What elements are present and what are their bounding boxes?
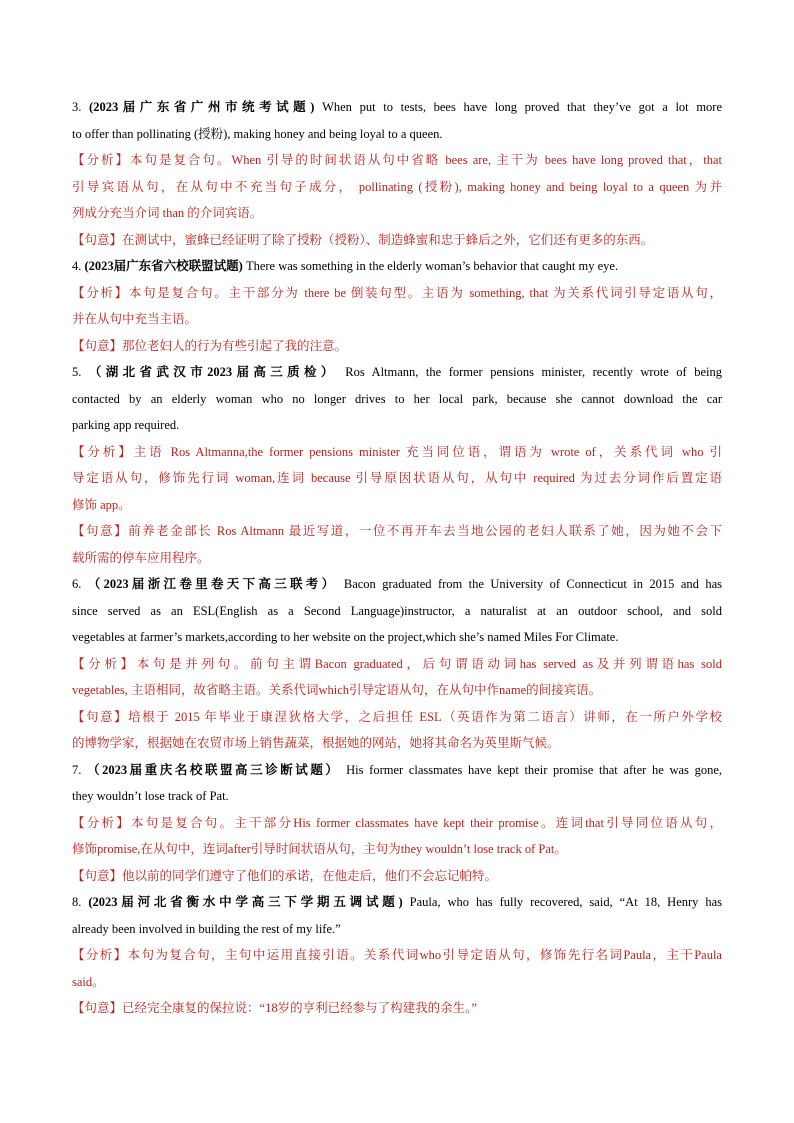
- analysis-line: [72, 942, 722, 969]
- question-block: [72, 757, 722, 890]
- question-source: （2023届重庆名校联盟高三诊断试题）: [87, 762, 341, 777]
- question-line: [72, 889, 722, 916]
- question-number: 7.: [72, 762, 82, 777]
- meaning-label: 【句意】: [72, 709, 129, 724]
- analysis-line: [72, 836, 722, 863]
- question-line: [72, 253, 722, 280]
- meaning-text: 的博物学家，根据她在农贸市场上销售蔬菜，根据她的网站，她将其命名为英里斯气候。: [72, 736, 560, 750]
- analysis-line: [72, 492, 722, 519]
- analysis-label: 【分析】: [72, 656, 137, 671]
- analysis-line: [72, 677, 722, 704]
- meaning-line: [72, 333, 722, 360]
- question-text: since served as an ESL(English as a Second Language)instructor, a naturalist at an outdoor school, and sold: [72, 603, 722, 618]
- question-source: (2023届河北省衡水中学高三下学期五调试题): [88, 895, 403, 909]
- analysis-text: said。: [72, 974, 105, 989]
- question-block: [72, 359, 722, 571]
- question-source: （2023届浙江卷里卷天下高三联考）: [87, 577, 338, 591]
- question-line: [72, 571, 722, 598]
- question-number: 4.: [72, 259, 82, 273]
- analysis-text: 本句是并列句。前句主谓Bacon graduated，后句谓语动词has served as及并列谓语has sold: [136, 656, 722, 671]
- question-line: [72, 598, 722, 625]
- question-line: [72, 916, 722, 943]
- question-text: His former classmates have kept their promise that after he was gone,: [346, 762, 723, 777]
- question-line: [72, 121, 722, 148]
- question-text: Ros Altmann, the former pensions minister, recently wrote of being: [345, 365, 723, 379]
- question-text: already been involved in building the rest of my life.”: [72, 921, 341, 936]
- analysis-line: [72, 174, 722, 201]
- analysis-text: 列成分充当介词 than 的介词宾语。: [72, 206, 263, 220]
- meaning-label: 【句意】: [72, 1001, 123, 1015]
- question-text: Bacon graduated from the University of Connecticut in 2015 and has: [343, 577, 722, 591]
- analysis-line: [72, 810, 722, 837]
- question-number: 6.: [72, 577, 82, 591]
- meaning-text: 那位老妇人的行为有些引起了我的注意。: [122, 338, 348, 353]
- meaning-text: 他以前的同学们遵守了他们的承诺，在他走后，他们不会忘记帕特。: [122, 868, 498, 883]
- document-page: [72, 94, 722, 1022]
- meaning-label: 【句意】: [72, 232, 123, 247]
- question-number: 3.: [72, 100, 82, 114]
- question-text: When put to tests, bees have long proved that they’ve got a lot more: [322, 100, 723, 114]
- meaning-label: 【句意】: [72, 338, 123, 353]
- question-block: [72, 94, 722, 253]
- analysis-text: 修饰promise,在从句中，连词after引导时间状语从句，主句为they wouldn’t lose track of Pat。: [72, 842, 567, 856]
- analysis-label: 【分析】: [72, 948, 128, 962]
- question-source: (2023届广东省广州市统考试题): [89, 100, 315, 114]
- question-line: [72, 386, 722, 413]
- question-block: [72, 889, 722, 1022]
- question-text: vegetables at farmer’s markets,according to her website on the project,which she’s named Miles For Climate.: [72, 630, 619, 644]
- meaning-label: 【句意】: [72, 524, 129, 538]
- analysis-text: 主语 Ros Altmanna,the former pensions minister 充当同位语，谓语为 wrote of，关系代词 who 引: [133, 444, 722, 459]
- analysis-line: [72, 465, 722, 492]
- question-text: Paula, who has fully recovered, said, “At 18, Henry has: [409, 895, 723, 909]
- question-block: [72, 253, 722, 359]
- analysis-line: [72, 439, 722, 466]
- analysis-text: 本句是复合句。When 引导的时间状语从句中省略 bees are, 主干为 bees have long proved that，that: [129, 153, 722, 167]
- question-number: 8.: [72, 895, 82, 909]
- meaning-line: [72, 545, 722, 572]
- question-text: There was something in the elderly woman’s behavior that caught my eye.: [245, 259, 619, 273]
- analysis-text: vegetables, 主语相同，故省略主语。关系代词which引导定语从句，在从句中作name的间接宾语。: [72, 683, 602, 697]
- meaning-line: [72, 863, 722, 890]
- question-line: [72, 412, 722, 439]
- analysis-text: 并在从句中充当主语。: [72, 312, 198, 326]
- analysis-line: [72, 200, 722, 227]
- meaning-line: [72, 730, 722, 757]
- question-text: to offer than pollinating (授粉), making honey and being loyal to a queen.: [72, 126, 443, 141]
- analysis-label: 【分析】: [72, 444, 134, 459]
- analysis-line: [72, 280, 722, 307]
- analysis-text: 引导宾语从句，在从句中不充当句子成分， pollinating (授粉), making honey and being loyal to a queen 为并: [72, 179, 722, 194]
- meaning-text: 已经完全康复的保拉说：“18岁的亨利已经参与了构建我的余生。”: [122, 1001, 477, 1015]
- question-source: (2023届广东省六校联盟试题): [84, 259, 243, 273]
- question-text: parking app required.: [72, 418, 180, 432]
- meaning-line: [72, 227, 722, 254]
- analysis-text: 本句为复合句，主句中运用直接引语。关系代词who引导定语从句，修饰先行名词Paula，主干Paula: [127, 948, 722, 962]
- analysis-text: 导定语从句，修饰先行词 woman,连词 because 引导原因状语从句，从句中 required 为过去分词作后置定语: [72, 471, 722, 485]
- question-line: [72, 783, 722, 810]
- meaning-text: 载所需的停车应用程序。: [72, 550, 210, 565]
- analysis-text: 修饰 app。: [72, 497, 131, 512]
- question-line: [72, 757, 722, 784]
- analysis-label: 【分析】: [72, 285, 129, 300]
- question-number: 5.: [72, 365, 82, 379]
- question-text: contacted by an elderly woman who no longer drives to her local park, because she cannot download the car: [72, 391, 722, 406]
- analysis-label: 【分析】: [72, 815, 132, 830]
- meaning-line: [72, 995, 722, 1022]
- meaning-text: 前养老金部长 Ros Altmann 最近写道，一位不再开车去当地公园的老妇人联系了她，因为她不会下: [128, 524, 722, 538]
- analysis-line: [72, 651, 722, 678]
- meaning-line: [72, 704, 722, 731]
- meaning-text: 在测试中，蜜蜂已经证明了除了授粉（授粉）、制造蜂蜜和忠于蜂后之外，它们还有更多的东西。: [122, 232, 654, 247]
- question-line: [72, 624, 722, 651]
- question-line: [72, 359, 722, 386]
- analysis-line: [72, 969, 722, 996]
- question-line: [72, 94, 722, 121]
- question-source: （湖北省武汉市2023届高三质检）: [88, 365, 338, 379]
- meaning-text: 培根于 2015 年毕业于康涅狄格大学，之后担任 ESL（英语作为第二语言）讲师，在一所户外学校: [128, 709, 722, 724]
- analysis-line: [72, 306, 722, 333]
- analysis-line: [72, 147, 722, 174]
- analysis-label: 【分析】: [72, 153, 130, 167]
- question-text: they wouldn’t lose track of Pat.: [72, 789, 229, 803]
- meaning-label: 【句意】: [72, 868, 123, 883]
- question-block: [72, 571, 722, 757]
- analysis-text: 本句是复合句。主干部分His former classmates have kept their promise。连词that引导同位语从句，: [131, 815, 722, 830]
- meaning-line: [72, 518, 722, 545]
- analysis-text: 本句是复合句。主干部分为 there be 倒装句型。主语为 something, that 为关系代词引导定语从句，: [128, 285, 722, 300]
